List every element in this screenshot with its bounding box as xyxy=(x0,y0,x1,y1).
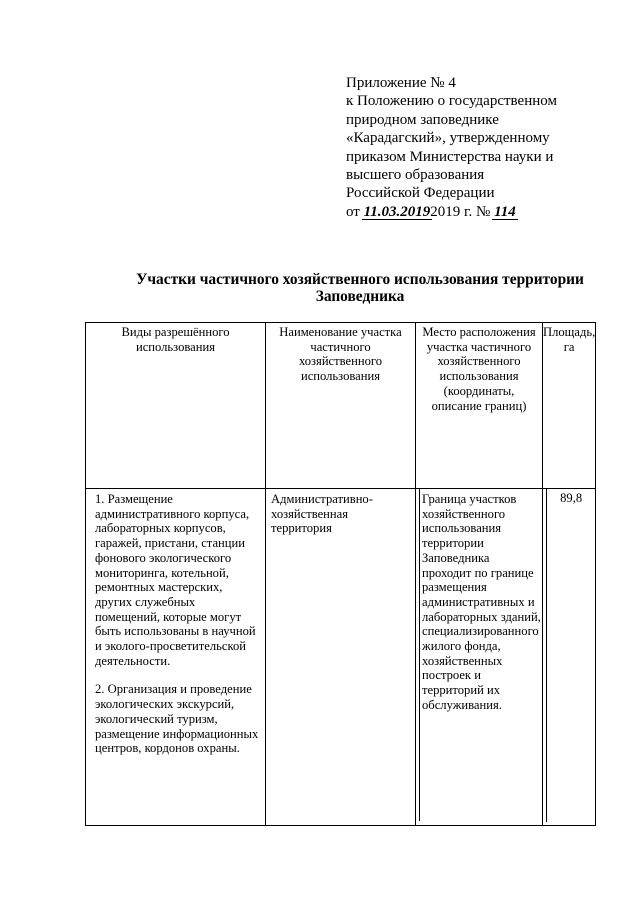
permitted-use-2: 2. Организация и проведение экологических экскурсий, экологический туризм, размещение информационных центров, кордонов охраны. xyxy=(95,682,259,756)
plot-area: 89,8 xyxy=(560,491,583,505)
cell-area xyxy=(543,489,596,826)
header-plot-name: Наименование участка частичного хозяйственного использования xyxy=(266,323,416,489)
cell-location xyxy=(416,489,543,826)
header-area: Площадь, га xyxy=(543,323,596,489)
handwritten-date: 11.03.2019 xyxy=(363,203,431,220)
appendix-line: природном заповеднике xyxy=(346,111,499,128)
header-location: Место расположения участка частичного хозяйственного использования (координаты, описание границ) xyxy=(416,323,543,489)
appendix-block xyxy=(346,74,606,221)
cell-plot-name xyxy=(266,489,416,826)
area-inner-frame xyxy=(546,489,595,822)
document-title xyxy=(80,271,640,305)
appendix-line: к Положению о государственном xyxy=(346,93,557,110)
table-header-row xyxy=(86,323,596,489)
handwritten-order-number: 114 xyxy=(494,203,516,220)
date-prefix: от xyxy=(346,203,364,220)
table-row xyxy=(86,489,596,826)
appendix-line: высшего образования xyxy=(346,167,485,184)
permitted-use-1: 1. Размещение административного корпуса, лабораторных корпусов, гаражей, пристани, станции фонового экологического мониторинга, котельной, ремонтных мастерских, других служебных помещений, которые могут быть использованы в научной и эколого-просветительской деятельности. xyxy=(95,492,256,668)
appendix-line: приказом Министерства науки и xyxy=(346,148,554,165)
plot-name: Административно-хозяйственная территория xyxy=(271,492,373,536)
order-date-line xyxy=(346,203,606,221)
year-suffix: 2019 г. № xyxy=(430,203,495,220)
appendix-line: Приложение № 4 xyxy=(346,75,456,91)
location-inner-frame xyxy=(419,489,542,821)
appendix-line: «Карадагский», утвержденному xyxy=(346,130,550,147)
title-line-1: Участки частичного хозяйственного использования территории xyxy=(136,271,584,288)
cell-permitted-uses xyxy=(86,489,266,826)
header-permitted-uses: Виды разрешённого использования xyxy=(86,323,266,489)
appendix-line: Российской Федерации xyxy=(346,185,495,202)
title-line-2: Заповедника xyxy=(315,288,405,305)
plot-location: Граница участков хозяйственного использования территории Заповедника проходит по границе размещения административных и лабораторных зданий, специализированного жилого фонда, хозяйственных построек и территорий их обслуживания. xyxy=(422,492,541,712)
land-use-table xyxy=(85,322,596,826)
